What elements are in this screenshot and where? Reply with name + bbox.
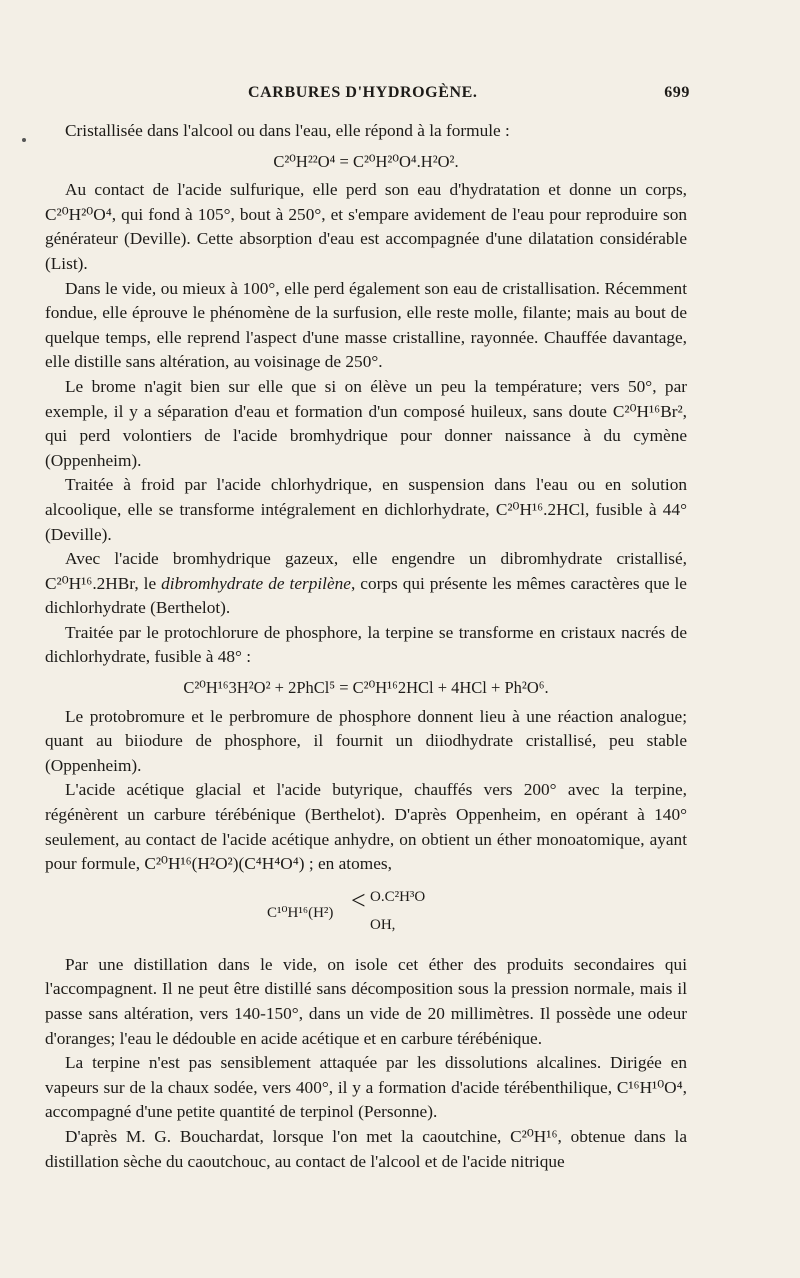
running-title: CARBURES D'HYDROGÈNE.	[248, 84, 478, 101]
paragraph-phosphorus-chloride: Traitée par le protochlorure de phosphore, la terpine se transforme en cristaux nacrés de dichlorhydrate, fusible à 48° :	[45, 622, 687, 667]
paragraph-hydrochloric-acid: Traitée à froid par l'acide chlorhydrique, en suspension dans l'eau ou en solution alcoolique, elle se transforme intégralement en dichlorhydrate, C²⁰H¹⁶.2HCl, fusible à 44° (Deville).	[45, 475, 687, 544]
formula-phosphorus: C²⁰H¹⁶3H²O² + 2PhCl⁵ = C²⁰H¹⁶2HCl + 4HCl + Ph²O⁶.	[183, 678, 549, 698]
body-text	[45, 119, 687, 1174]
formula-atoms	[45, 883, 687, 943]
paragraph-vacuum: Dans le vide, ou mieux à 100°, elle perd également son eau de cristallisation. Récemment fondue, elle éprouve le phénomène de la surfusion, elle reste molle, filante; mais au bout de quelque temps, elle reprend l'aspect d'une masse cristalline, rayonnée. Chauffée davantage, elle distille sans altération, au voisinage de 250°.	[45, 278, 687, 372]
paragraph-bromine: Le brome n'agit bien sur elle que si on élève un peu la température; vers 50°, par exemple, il y a séparation d'eau et formation d'un composé huileux, sans doute C²⁰H¹⁶Br², qui perd volontiers de l'acide bromhydrique pour donner naissance à du cymène (Oppenheim).	[45, 376, 687, 470]
atoms-formula-lower: OH,	[370, 916, 396, 933]
atoms-formula-left: C¹⁰H¹⁶(H²)	[267, 904, 334, 921]
paragraph-sulfuric-acid: Au contact de l'acide sulfurique, elle perd son eau d'hydratation et donne un corps, C²⁰H²⁰O⁴, qui fond à 105°, bout à 250°, et s'empare avidement de l'eau pour reproduire son générateur (Deville). Cette absorption d'eau est accompagnée d'une dilatation considérable (List).	[45, 180, 687, 273]
paragraph-crystallization: Cristallisée dans l'alcool ou dans l'eau, elle répond à la formule :	[65, 121, 510, 140]
atoms-formula-brace: <	[351, 885, 366, 915]
running-head	[0, 84, 800, 110]
formula-hydrate: C²⁰H²²O⁴ = C²⁰H²⁰O⁴.H²O².	[273, 151, 459, 171]
page-number: 699	[664, 84, 690, 101]
paragraph-phosphorus-bromide: Le protobromure et le perbromure de phosphore donnent lieu à une réaction analogue; quant au biiodure de phosphore, il fournit un diiodhydrate cristallisé, peu stable (Oppenheim).	[45, 706, 687, 775]
hydrobromic-text-1: Avec l'acide bromhydrique gazeux, elle engendre un dibromhydrate cristallisé, C²⁰H¹⁶.2HBr, le	[45, 549, 687, 593]
paragraph-distillation: Par une distillation dans le vide, on isole cet éther des produits secondaires qui l'accompagnent. Il ne peut être distillé sans décomposition sous la pression normale, mais il passe sans altération, vers 140-150°, dans un vide de 20 millimètres. Il possède une odeur d'oranges; l'eau le dédouble en acide acétique et en carbure térébénique.	[45, 954, 687, 1048]
hydrobromic-text-2: , corps qui présente les mêmes caractères que le dichlorhydrate (Berthelot).	[45, 573, 687, 618]
paragraph-acetic-acid: L'acide acétique glacial et l'acide butyrique, chauffés vers 200° avec la terpine, régénèrent un carbure térébénique (Berthelot). D'après Oppenheim, en opérant à 140° seulement, au contact de l'acide acétique anhydre, on obtient un éther monoatomique, ayant pour formule, C²⁰H¹⁶(H²O²)(C⁴H⁴O⁴) ; en atomes,	[45, 780, 687, 874]
atoms-formula-upper: O.C²H³O	[370, 888, 426, 905]
paragraph-alkaline: La terpine n'est pas sensiblement attaquée par les dissolutions alcalines. Dirigée en vapeurs sur de la chaux sodée, vers 400°, il y a formation d'acide térébenthilique, C¹⁶H¹⁰O⁴, accompagné d'une petite quantité de terpinol (Personne).	[45, 1053, 687, 1122]
paragraph-hydrobromic-acid	[45, 547, 687, 621]
margin-dot	[22, 138, 26, 142]
paragraph-bouchardat: D'après M. G. Bouchardat, lorsque l'on met la caoutchine, C²⁰H¹⁶, obtenue dans la distillation sèche du caoutchouc, au contact de l'alcool et de l'acide nitrique	[45, 1126, 687, 1171]
dibromhydrate-term: dibromhydrate de terpilène	[161, 573, 351, 593]
